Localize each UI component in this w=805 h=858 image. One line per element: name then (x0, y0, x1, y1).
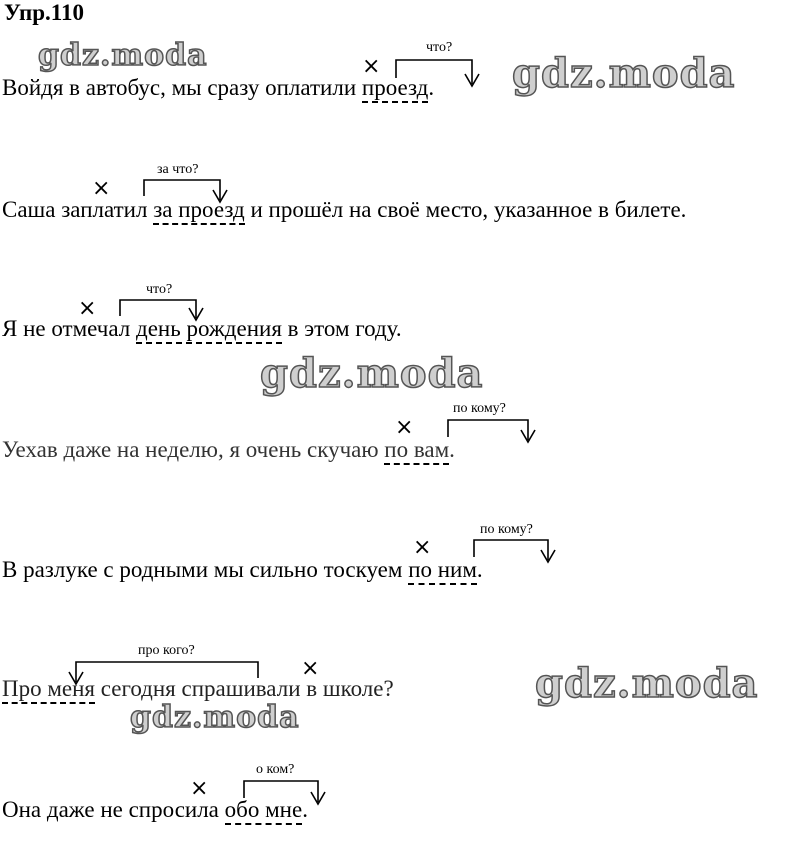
watermark: gdz.moda (260, 350, 484, 397)
question-label: о ком? (256, 762, 295, 777)
question-arrow (448, 420, 528, 440)
object-underline: Про меня (2, 676, 95, 704)
cross-mark: × (395, 415, 414, 440)
question-arrow (76, 662, 258, 682)
cross-mark: × (78, 296, 97, 321)
object-underline: по ним (408, 557, 477, 585)
watermark: gdz.moda (535, 660, 759, 707)
sentence-6: Про меня сегодня спрашивали в школе? (2, 675, 394, 703)
sentence-4: Уехав даже на неделю, я очень скучаю по вам. (2, 436, 455, 464)
watermark: gdz.moda (38, 38, 208, 73)
question-arrow (144, 180, 220, 200)
sentence-1: Войдя в автобус, мы сразу оплатили проезд. (2, 74, 434, 102)
watermark: gdz.moda (130, 700, 300, 735)
watermark: gdz.moda (512, 50, 736, 97)
question-label: что? (146, 282, 173, 297)
exercise-title: Упр.110 (4, 0, 85, 25)
sentence-2: Саша заплатил за проезд и прошёл на своё место, указанное в билете. (2, 196, 686, 224)
cross-mark: × (92, 176, 111, 201)
object-underline: обо мне (225, 797, 303, 825)
question-arrow (396, 60, 472, 84)
cross-mark: × (413, 535, 432, 560)
question-label: что? (426, 40, 453, 55)
question-arrow (120, 300, 196, 318)
object-underline: проезд (362, 75, 428, 103)
question-arrow (474, 540, 548, 560)
sentence-5: В разлуке с родными мы сильно тоскуем по ним. (2, 556, 483, 584)
question-arrow (244, 781, 318, 802)
object-underline: за проезд (153, 197, 245, 225)
question-label: за что? (157, 162, 199, 177)
question-label: по кому? (453, 401, 506, 416)
sentence-3: Я не отмечал день рождения в этом году. (2, 315, 402, 343)
cross-mark: × (362, 54, 381, 79)
question-label: про кого? (138, 643, 195, 658)
cross-mark: × (190, 776, 209, 801)
object-underline: день рождения (136, 316, 282, 344)
object-underline: по вам (384, 437, 449, 465)
question-label: по кому? (480, 522, 533, 537)
sentence-7: Она даже не спросила обо мне. (2, 796, 308, 824)
cross-mark: × (301, 656, 320, 681)
